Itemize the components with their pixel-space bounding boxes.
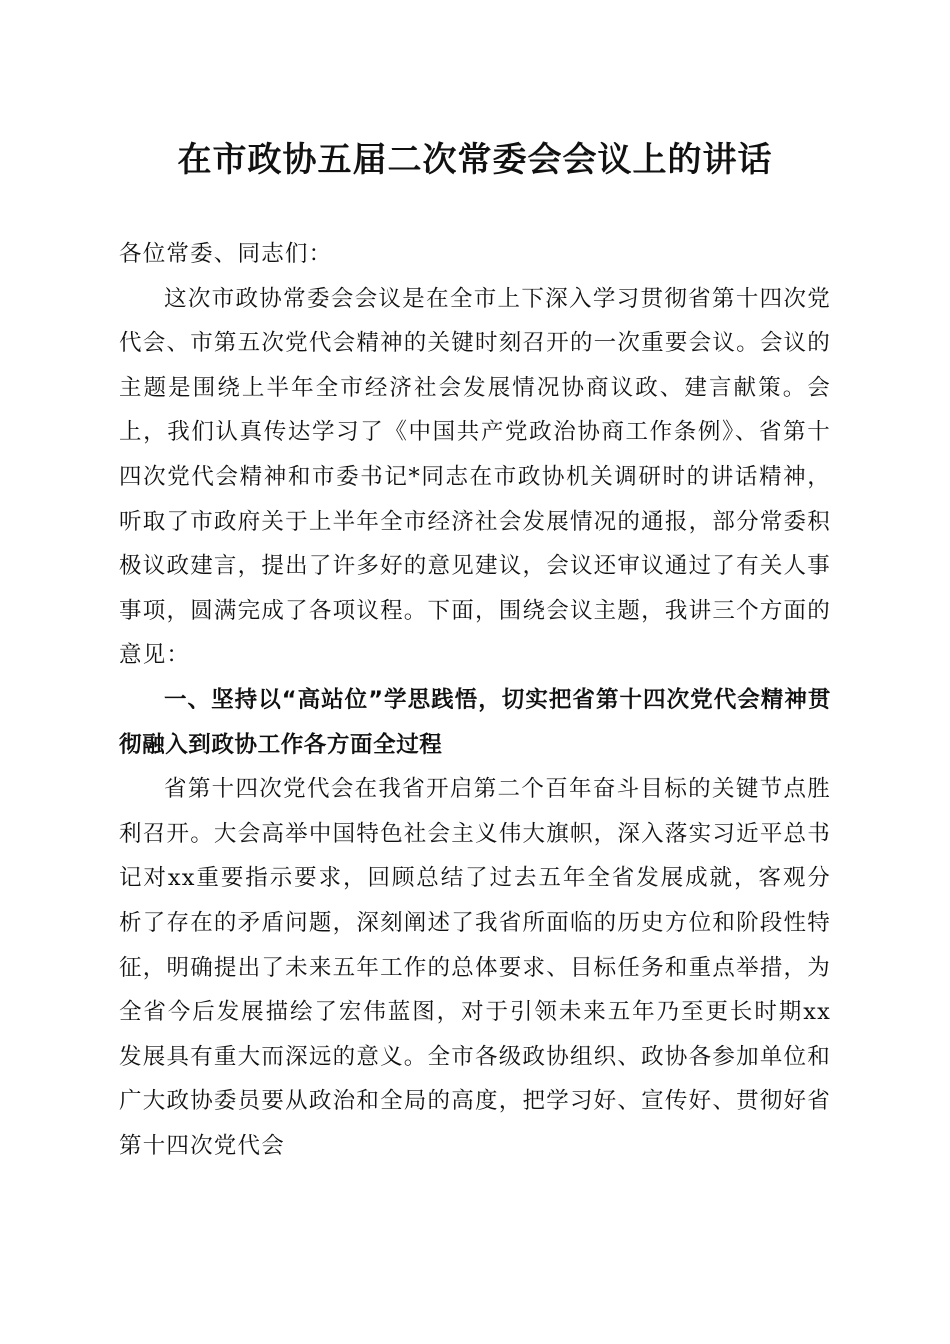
section-heading-1: 一、坚持以“高站位”学思践悟，切实把省第十四次党代会精神贯彻融入到政协工作各方面全过程 <box>119 686 831 758</box>
paragraph-section-1: 省第十四次党代会在我省开启第二个百年奋斗目标的关键节点胜利召开。大会高举中国特色社会主义伟大旗帜，深入落实习近平总书记对xx重要指示要求，回顾总结了过去五年全省发展成就，客观分析了存在的矛盾问题，深刻阐述了我省所面临的历史方位和阶段性特征，明确提出了未来五年工作的总体要求、目标任务和重点举措，为全省今后发展描绘了宏伟蓝图，对于引领未来五年乃至更长时期xx发展具有重大而深远的意义。全市各级政协组织、政协各参加单位和广大政协委员要从政治和全局的高度，把学习好、宣传好、贯彻好省第十四次党代会 <box>119 776 831 1159</box>
salutation: 各位常委、同志们： <box>119 241 333 267</box>
paragraph-intro: 这次市政协常委会会议是在全市上下深入学习贯彻省第十四次党代会、市第五次党代会精神的关键时刻召开的一次重要会议。会议的主题是围绕上半年全市经济社会发展情况协商议政、建言献策。会上，我们认真传达学习了《中国共产党政治协商工作条例》、省第十四次党代会精神和市委书记*同志在市政协机关调研时的讲话精神，听取了市政府关于上半年全市经济社会发展情况的通报，部分常委积极议政建言，提出了许多好的意见建议，会议还审议通过了有关人事事项，圆满完成了各项议程。下面，围绕会议主题，我讲三个方面的意见： <box>119 285 831 669</box>
document-body <box>119 232 831 1168</box>
document-title: 在市政协五届二次常委会会议上的讲话 <box>177 140 773 180</box>
